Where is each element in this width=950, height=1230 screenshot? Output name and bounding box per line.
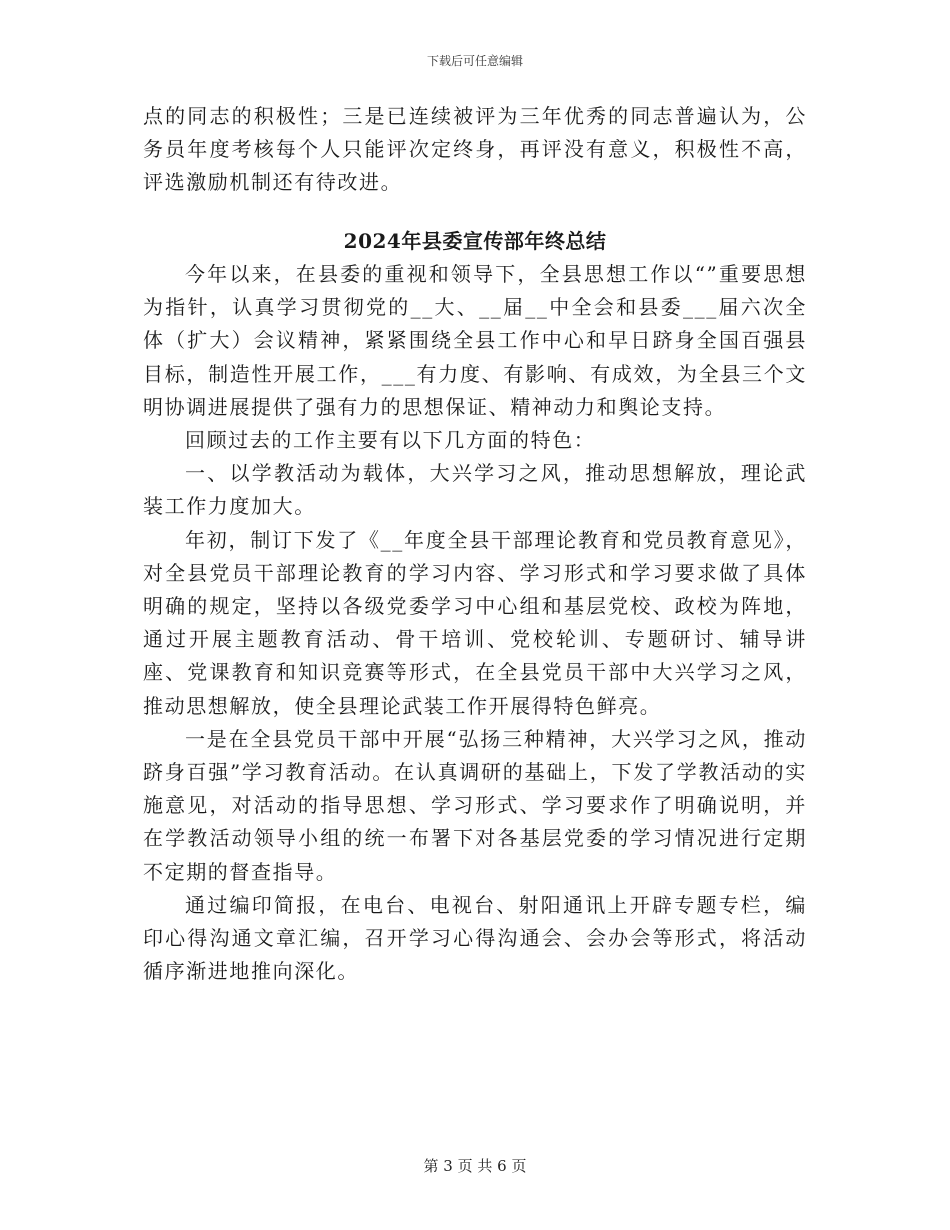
paragraph-briefings: 通过编印简报，在电台、电视台、射阳通讯上开辟专题专栏，编印心得沟通文章汇编，召开学习心得沟通会、会办会等形式，将活动循序渐进地推向深化。	[143, 892, 807, 984]
paragraph-review: 回顾过去的工作主要有以下几方面的特色：	[185, 428, 596, 453]
document-body	[143, 258, 807, 988]
continuation-block	[143, 100, 807, 200]
paragraph-early-year: 年初，制订下发了《__年度全县干部理论教育和党员教育意见》，对全县党员干部理论教育的学习内容、学习形式和学习要求做了具体明确的规定，坚持以各级党委学习中心组和基层党校、政校为阵地，通过开展主题教育活动、骨干培训、党校轮训、专题研讨、辅导讲座、党课教育和知识竞赛等形式，在全县党员干部中大兴学习之风，推动思想解放，使全县理论武装工作开展得特色鲜亮。	[143, 527, 807, 718]
paragraph-point-one: 一是在全县党员干部中开展“弘扬三种精神，大兴学习之风，推动跻身百强”学习教育活动。在认真调研的基础上，下发了学教活动的实施意见，对活动的指导思想、学习形式、学习要求作了明确说明，并在学教活动领导小组的统一布署下对各基层党委的学习情况进行定期不定期的督查指导。	[143, 726, 807, 884]
section-heading-one: 一、以学教活动为载体，大兴学习之风，推动思想解放，理论武装工作力度加大。	[143, 461, 807, 519]
page-footer: 第 3 页 共 6 页	[423, 1157, 527, 1175]
continuation-paragraph: 点的同志的积极性；三是已连续被评为三年优秀的同志普遍认为，公务员年度考核每个人只能评次定终身，再评没有意义，积极性不高，评选激励机制还有待改进。	[143, 104, 807, 195]
paragraph-intro: 今年以来，在县委的重视和领导下，全县思想工作以“”重要思想为指针，认真学习贯彻党的__大、__届__中全会和县委___届六次全体（扩大）会议精神，紧紧围绕全县工作中心和早日跻身全国百强县目标，制造性开展工作，___有力度、有影响、有成效，为全县三个文明协调进展提供了强有力的思想保证、精神动力和舆论支持。	[143, 262, 807, 419]
page-header: 下载后可任意编辑	[426, 54, 523, 68]
document-title: 2024年县委宣传部年终总结	[343, 229, 607, 253]
